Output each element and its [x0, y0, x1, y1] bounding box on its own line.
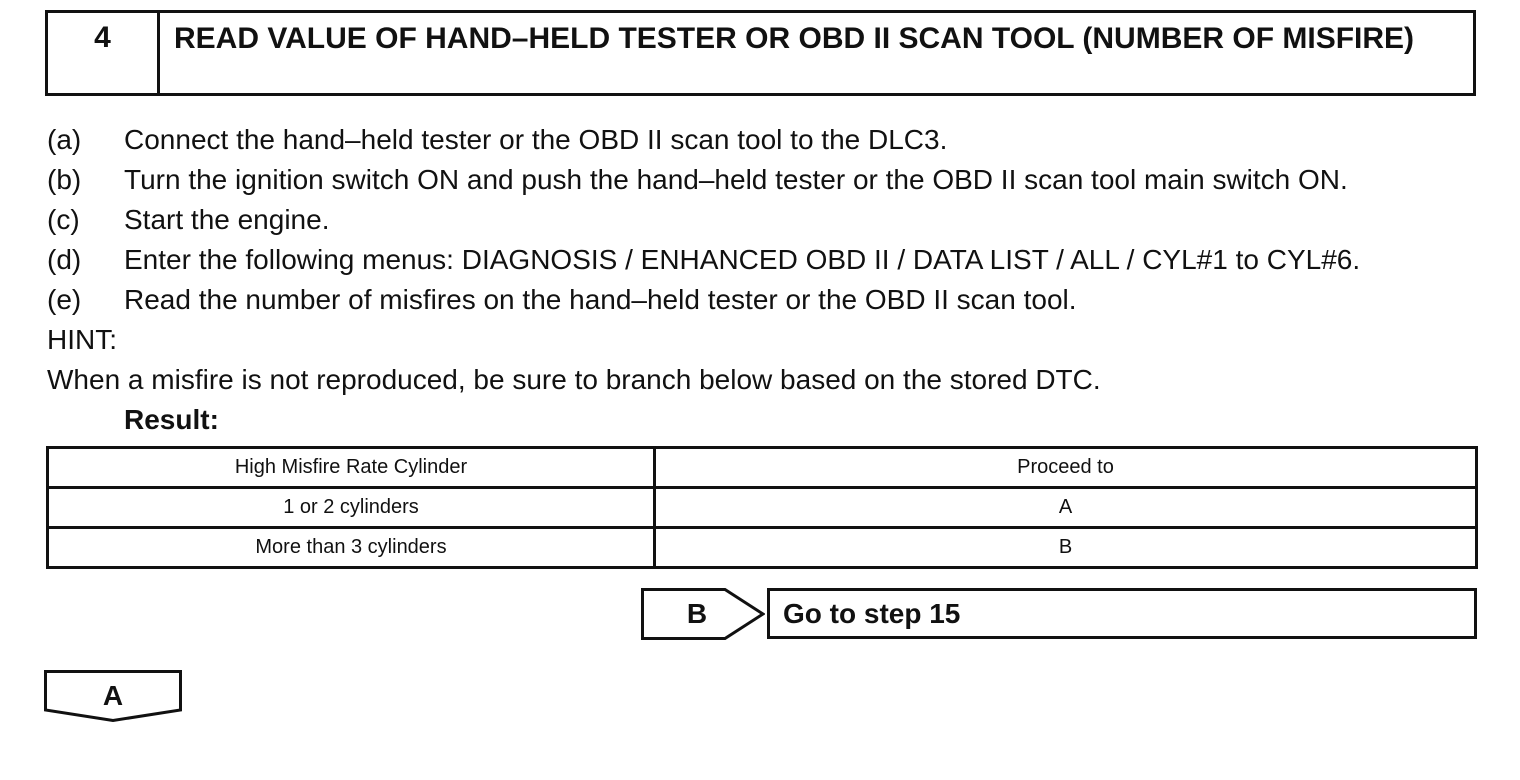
step-letter: (c) — [47, 204, 80, 235]
column-header-proceed: Proceed to — [655, 448, 1477, 488]
table-header-row — [48, 448, 1477, 488]
step-letter: (d) — [47, 244, 82, 275]
step-text: Connect the hand–held tester or the OBD II scan tool to the DLC3. — [124, 124, 948, 155]
column-header-cylinder: High Misfire Rate Cylinder — [48, 448, 655, 488]
step-text: Enter the following menus: DIAGNOSIS / ENHANCED OBD II / DATA LIST / ALL / CYL#1 to CYL#6. — [124, 244, 1361, 275]
table-row — [48, 488, 1477, 528]
step-text: Start the engine. — [124, 204, 330, 235]
branch-b-letter: B — [686, 598, 708, 629]
result-table — [46, 446, 1478, 569]
step-number: 4 — [48, 13, 160, 93]
hint-label: HINT: — [47, 324, 117, 355]
step-text: Turn the ignition switch ON and push the hand–held tester or the OBD II scan tool main switch ON. — [124, 164, 1348, 195]
hint-text: When a misfire is not reproduced, be sure to branch below based on the stored DTC. — [47, 364, 1101, 395]
branch-a-letter: A — [102, 680, 124, 711]
table-cell: B — [655, 528, 1477, 568]
procedure-section — [47, 120, 1507, 440]
procedure-step-d — [47, 240, 1507, 280]
table-cell: A — [655, 488, 1477, 528]
procedure-step-e — [47, 280, 1507, 320]
step-text: Read the number of misfires on the hand–held tester or the OBD II scan tool. — [124, 284, 1077, 315]
procedure-step-b — [47, 160, 1507, 200]
step-letter: (b) — [47, 164, 82, 195]
step-title: READ VALUE OF HAND–HELD TESTER OR OBD II SCAN TOOL (NUMBER OF MISFIRE) — [174, 22, 1415, 55]
step-letter: (e) — [47, 284, 82, 315]
table-row — [48, 528, 1477, 568]
step-header — [45, 10, 1476, 96]
branch-b-action: Go to step 15 — [767, 588, 1477, 639]
table-cell: More than 3 cylinders — [48, 528, 655, 568]
branch-a-tab — [44, 670, 182, 722]
procedure-step-c — [47, 200, 1507, 240]
branch-b-tab — [641, 588, 765, 640]
result-label: Result: — [124, 404, 219, 435]
table-cell: 1 or 2 cylinders — [48, 488, 655, 528]
procedure-step-a — [47, 120, 1507, 160]
step-letter: (a) — [47, 124, 82, 155]
